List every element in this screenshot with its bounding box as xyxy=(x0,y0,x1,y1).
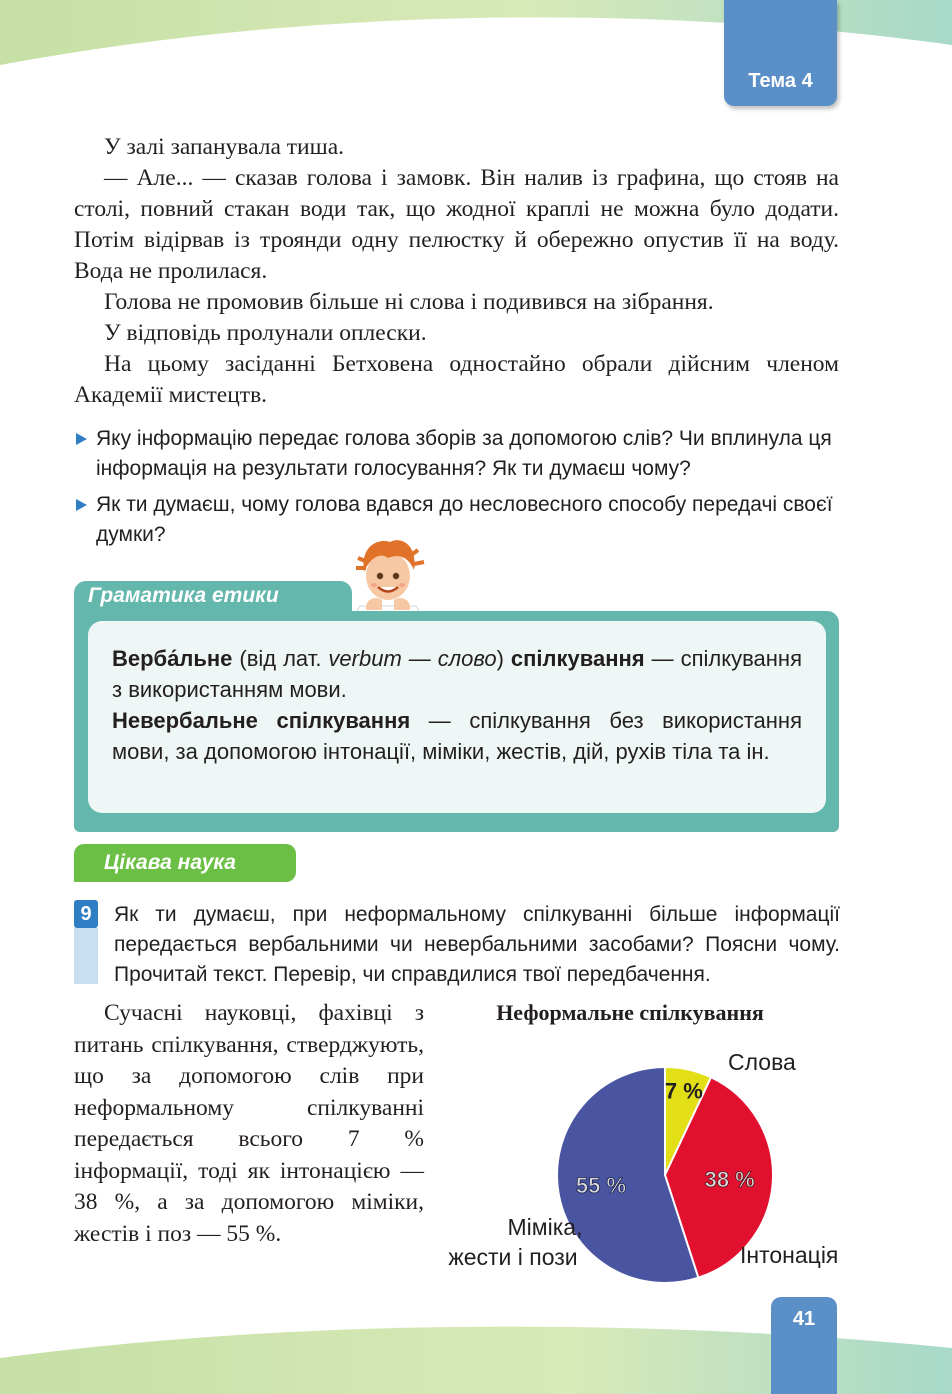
ethics-definitions xyxy=(112,643,802,767)
verbal-open: (від лат. xyxy=(232,646,329,671)
boy-illustration xyxy=(338,536,438,616)
question-text: Як ти думаєш, чому голова вдався до несловесного способу передачі своєї думки? xyxy=(96,493,833,546)
ethics-label-text: Граматика етики xyxy=(88,584,279,607)
bullet-triangle-icon xyxy=(76,499,87,511)
question-item xyxy=(74,424,839,484)
value-label-intonation: 38 % xyxy=(704,1167,755,1193)
science-text: Сучасні науковці, фахівці з питань спілкування, стверджують, що за допомогою слів при неформальному спілкуванні передається всього 7 % інформації, тоді як інтонацією — 38 %, а за допомогою міміки, жестів і поз — 55 %. xyxy=(74,1000,424,1247)
task-number-strip xyxy=(74,928,98,984)
verbal-term: Верба́льне xyxy=(112,646,233,671)
category-label-intonation: Інтонація xyxy=(740,1242,839,1268)
verbal-term-2: спілкування xyxy=(510,646,645,671)
question-text: Яку інформацію передає голова зборів за допомогою слів? Чи вплинула ця інформація на результати голосування? Як ти думаєш чому? xyxy=(96,427,832,480)
bullet-triangle-icon xyxy=(76,433,87,445)
verbal-latin: verbum — слово xyxy=(328,646,497,671)
task-text: Як ти думаєш, при неформальному спілкуванні більше інформації передається вербальними чи невербальними засобами? Поясни чому. Прочитай текст. Перевір, чи справдилися твої передбачення. xyxy=(114,903,840,986)
questions-list xyxy=(74,424,839,556)
nonverbal-term: Невербальне спілкування xyxy=(112,708,411,733)
story-paragraph: У залі запанувала тиша. xyxy=(104,134,345,160)
topic-label: Тема 4 xyxy=(748,70,813,92)
verbal-close: ) xyxy=(496,646,511,671)
pie-chart xyxy=(420,1035,860,1285)
ethics-section-label xyxy=(74,581,352,613)
story-paragraph: Голова не промовив більше ні слова і подивився на зібрання. xyxy=(104,289,714,315)
value-label-words: 7 % xyxy=(664,1078,703,1104)
value-label-mimics: 55 % xyxy=(575,1173,627,1199)
story-text xyxy=(74,132,839,411)
page-number: 41 xyxy=(792,1308,816,1330)
nonverbal-definition: — спілкування без використання мови, за допомогою інтонації, міміки, жестів, дій, рухів тіла та ін. xyxy=(112,708,802,764)
chart-title: Неформальне спілкування xyxy=(496,1000,764,1025)
science-section-label xyxy=(74,844,296,882)
category-label-mimics: Міміка, жести і пози xyxy=(448,1214,583,1270)
page-number-tab xyxy=(771,1297,837,1394)
science-label-text: Цікава наука xyxy=(104,851,236,874)
topic-tab xyxy=(724,0,837,106)
story-paragraph: — Але... — сказав голова і замовк. Він налив із графина, що стояв на столі, повний стакан води так, що жодної краплі не можна було додати. Потім відірвав із троянди одну пелюстку й обережно опустив її на воду. Вода не пролилася. xyxy=(74,165,839,284)
story-paragraph: На цьому засіданні Бетховена одностайно обрали дійсним членом Академії мистецтв. xyxy=(74,351,839,408)
verbal-definition: — спілкування з використанням мови. xyxy=(112,646,802,702)
category-label-words: Слова xyxy=(728,1049,796,1075)
question-item xyxy=(74,490,839,550)
story-paragraph: У відповідь пролунали оплески. xyxy=(104,320,427,346)
task-number-badge: 9 xyxy=(74,900,98,928)
